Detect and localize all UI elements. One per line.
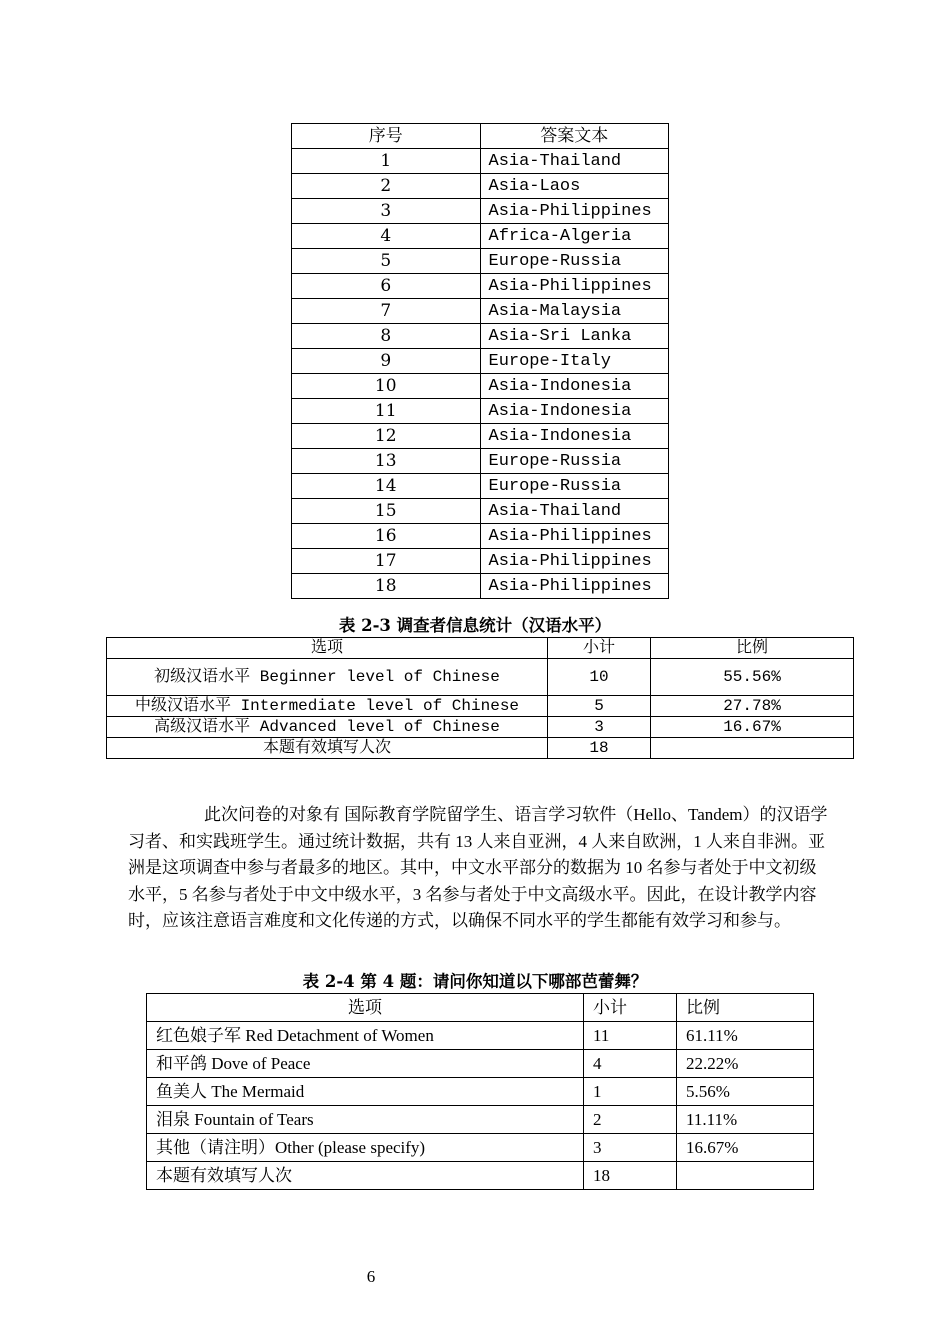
index-cell: 8 [292, 324, 481, 349]
ratio-cell [651, 738, 854, 759]
option-cell: 初级汉语水平 Beginner level of Chinese [107, 659, 548, 696]
table-row [147, 1050, 814, 1078]
table-caption: 表 2-3 调查者信息统计（汉语水平） [338, 616, 612, 635]
answer-cell: Asia-Thailand [480, 149, 669, 174]
table-row [292, 349, 669, 374]
option-cell: 鱼美人 The Mermaid [147, 1078, 584, 1106]
answer-cell: Asia-Sri Lanka [480, 324, 669, 349]
table-row [107, 717, 854, 738]
table-row [292, 524, 669, 549]
answer-cell: Asia-Indonesia [480, 374, 669, 399]
count-cell: 2 [584, 1106, 677, 1134]
count-cell: 5 [548, 696, 651, 717]
table-row [292, 499, 669, 524]
table-row [292, 424, 669, 449]
ratio-cell: 61.11% [677, 1022, 814, 1050]
option-cell: 中级汉语水平 Intermediate level of Chinese [107, 696, 548, 717]
option-cell: 本题有效填写人次 [147, 1162, 584, 1190]
option-cell: 其他（请注明）Other (please specify) [147, 1134, 584, 1162]
table-header-row [292, 124, 669, 149]
table-row [292, 374, 669, 399]
ratio-cell: 16.67% [677, 1134, 814, 1162]
table-row [292, 549, 669, 574]
table-row [292, 474, 669, 499]
option-cell: 本题有效填写人次 [107, 738, 548, 759]
index-cell: 4 [292, 224, 481, 249]
table-row [292, 299, 669, 324]
index-cell: 3 [292, 199, 481, 224]
table-row [147, 1106, 814, 1134]
ratio-cell: 27.78% [651, 696, 854, 717]
option-cell: 和平鸽 Dove of Peace [147, 1050, 584, 1078]
page-number: 6 [366, 1267, 376, 1286]
header-cell: 比例 [677, 994, 814, 1022]
index-cell: 10 [292, 374, 481, 399]
table-row [147, 1022, 814, 1050]
header-cell: 小计 [584, 994, 677, 1022]
count-cell: 1 [584, 1078, 677, 1106]
table-row [292, 199, 669, 224]
table-row [292, 399, 669, 424]
answer-cell: Asia-Philippines [480, 274, 669, 299]
index-cell: 5 [292, 249, 481, 274]
index-cell: 6 [292, 274, 481, 299]
header-cell: 答案文本 [480, 124, 669, 149]
answer-cell: Asia-Thailand [480, 499, 669, 524]
count-cell: 18 [548, 738, 651, 759]
answer-cell: Europe-Russia [480, 249, 669, 274]
table-row [292, 449, 669, 474]
index-cell: 1 [292, 149, 481, 174]
index-cell: 11 [292, 399, 481, 424]
header-cell: 选项 [147, 994, 584, 1022]
table-caption: 表 2-4 第 4 题：请问你知道以下哪部芭蕾舞？ [302, 972, 648, 991]
ratio-cell [677, 1162, 814, 1190]
header-cell: 选项 [107, 638, 548, 659]
answer-cell: Asia-Philippines [480, 549, 669, 574]
count-cell: 4 [584, 1050, 677, 1078]
answer-cell: Europe-Russia [480, 474, 669, 499]
index-cell: 12 [292, 424, 481, 449]
header-cell: 小计 [548, 638, 651, 659]
index-cell: 9 [292, 349, 481, 374]
table-row [107, 738, 854, 759]
index-cell: 17 [292, 549, 481, 574]
index-cell: 16 [292, 524, 481, 549]
count-cell: 11 [584, 1022, 677, 1050]
ratio-cell: 22.22% [677, 1050, 814, 1078]
option-cell: 泪泉 Fountain of Tears [147, 1106, 584, 1134]
header-cell: 序号 [292, 124, 481, 149]
index-cell: 14 [292, 474, 481, 499]
answer-cell: Europe-Russia [480, 449, 669, 474]
header-cell: 比例 [651, 638, 854, 659]
table-row [107, 696, 854, 717]
answer-cell: Asia-Philippines [480, 199, 669, 224]
chinese-level-table [106, 637, 854, 759]
table-row [147, 1078, 814, 1106]
answer-cell: Asia-Malaysia [480, 299, 669, 324]
answer-cell: Europe-Italy [480, 349, 669, 374]
index-cell: 18 [292, 574, 481, 599]
option-cell: 高级汉语水平 Advanced level of Chinese [107, 717, 548, 738]
table-row [107, 659, 854, 696]
answer-cell: Asia-Laos [480, 174, 669, 199]
table-row [292, 274, 669, 299]
table-row [292, 574, 669, 599]
table-row [147, 1134, 814, 1162]
table-header-row [107, 638, 854, 659]
count-cell: 3 [548, 717, 651, 738]
table-header-row [147, 994, 814, 1022]
country-table [291, 123, 669, 599]
paragraph-text: 此次问卷的对象有 国际教育学院留学生、语言学习软件（Hello、Tandem）的汉语学习者、和实践班学生。通过统计数据，共有 13 人来自亚洲，4 人来自欧洲，1 人来自非洲。亚洲是这项调查中参与者最多的地区。其中，中文水平部分的数据为 10 名参与者处于中文初级水平，5 名参与者处于中文中级水平，3 名参与者处于中文高级水平。因此，在设计教学内容时，应该注意语言难度和文化传递的方式，以确保不同水平的学生都能有效学习和参与。 [128, 805, 828, 930]
index-cell: 13 [292, 449, 481, 474]
table-row [292, 174, 669, 199]
count-cell: 10 [548, 659, 651, 696]
answer-cell: Asia-Indonesia [480, 399, 669, 424]
option-cell: 红色娘子军 Red Detachment of Women [147, 1022, 584, 1050]
index-cell: 2 [292, 174, 481, 199]
ratio-cell: 5.56% [677, 1078, 814, 1106]
ratio-cell: 11.11% [677, 1106, 814, 1134]
count-cell: 3 [584, 1134, 677, 1162]
ratio-cell: 16.67% [651, 717, 854, 738]
table-row [292, 324, 669, 349]
count-cell: 18 [584, 1162, 677, 1190]
answer-cell: Asia-Indonesia [480, 424, 669, 449]
answer-cell: Asia-Philippines [480, 524, 669, 549]
table-row [292, 224, 669, 249]
index-cell: 15 [292, 499, 481, 524]
answer-cell: Asia-Philippines [480, 574, 669, 599]
ratio-cell: 55.56% [651, 659, 854, 696]
table-row [292, 149, 669, 174]
table-row [147, 1162, 814, 1190]
body-paragraph [128, 802, 830, 935]
answer-cell: Africa-Algeria [480, 224, 669, 249]
ballet-table [146, 993, 814, 1190]
table-row [292, 249, 669, 274]
index-cell: 7 [292, 299, 481, 324]
